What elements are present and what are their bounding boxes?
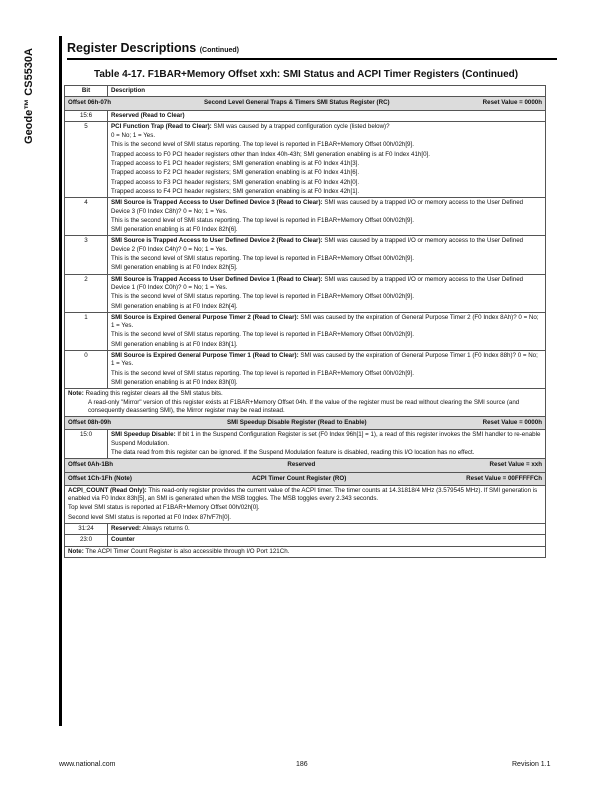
table-row [65,236,546,274]
bit-cell: 4 [65,198,108,236]
side-title: Geode™ CS5530A [23,48,35,144]
footer-revision: Revision 1.1 [512,761,551,768]
register-reset-value: Reset Value = 00FFFFFCh [466,474,542,482]
note-row: Note: The ACPI Timer Count Register is also accessible through I/O Port 121Ch. [65,546,546,557]
bit-cell: 3 [65,236,108,274]
description-cell: SMI Source is Trapped Access to User Defined Device 1 (Read to Clear): SMI was caused by a trapped I/O or memory access to the User Defined Device 1 (F0 Index C0h)? 0 = No; 1 = Yes. This is the second level of SMI status reporting. The top level is reported in F1BAR+Memory Offset 00h/02h[9]. SMI generation enabling is at F0 Index 82h[4]. [108,274,546,312]
description-cell: SMI Source is Trapped Access to User Defined Device 3 (Read to Clear): SMI was caused by a trapped I/O or memory access to the User Defined Device 3 (F0 Index C8h)? 0 = No; 1 = Yes. This is the second level of SMI status reporting. The top level is reported in F1BAR+Memory Offset 00h/02h[9]. SMI generation enabling is at F0 Index 82h[6]. [108,198,546,236]
note-row: Note: Reading this register clears all the SMI status bits. A read-only "Mirror" version of this register exists at F1BAR+Memory Offset 04h. If the value of the register must be read without clearing the SMI source (and consequently deasserting SMI), the Mirror register may be read instead. [65,389,546,417]
register-name: ACPI Timer Count Register (RO) [251,474,347,482]
bit-cell: 23:0 [65,535,108,546]
register-reset-value: Reset Value = xxh [489,461,542,469]
table-row [65,198,546,236]
table-header-row [65,86,546,97]
bit-cell: 15:0 [65,430,108,459]
register-reset-value: Reset Value = 0000h [482,419,542,427]
register-offset: Offset 1Ch-1Fh (Note) [68,474,132,482]
register-offset: Offset 06h-07h [68,99,111,107]
table-title: Table 4-17. F1BAR+Memory Offset xxh: SMI Status and ACPI Timer Registers (Continued) [94,69,519,80]
bit-cell: 5 [65,121,108,197]
description-cell: Reserved: Always returns 0. [108,524,546,535]
description-column-header: Description [108,86,546,97]
bit-column-header: Bit [65,86,108,97]
table-row [65,535,546,546]
register-header-row [65,459,546,472]
register-name: Second Level General Traps & Timers SMI Status Register (RC) [204,99,390,107]
bit-cell: 31:24 [65,524,108,535]
register-header-row [65,97,546,110]
bit-cell: 0 [65,351,108,389]
description-cell: Counter [108,535,546,546]
description-cell: SMI Source is Expired General Purpose Timer 1 (Read to Clear): SMI was caused by the expiration of General Purpose Timer 1 (F0 Index 88h)? 0 = No; 1 = Yes. This is the second level of SMI status reporting. The top level is reported in F1BAR+Memory Offset 00h/02h[9]. SMI generation enabling is at F0 Index 83h[0]. [108,351,546,389]
footer-website: www.national.com [59,761,116,768]
description-cell: Reserved (Read to Clear) [108,110,546,121]
description-cell: SMI Source is Trapped Access to User Defined Device 2 (Read to Clear): SMI was caused by a trapped I/O or memory access to the User Defined Device 2 (F0 Index C4h)? 0 = No; 1 = Yes. This is the second level of SMI status reporting. The top level is reported in F1BAR+Memory Offset 00h/02h[9]. SMI generation enabling is at F0 Index 82h[5]. [108,236,546,274]
bit-cell: 2 [65,274,108,312]
margin-bar [59,36,62,726]
description-cell: PCI Function Trap (Read to Clear): SMI was caused by a trapped configuration cycle (listed below)? 0 = No; 1 = Yes. This is the second level of SMI status reporting. The top level is reported in F1BAR+Memory Offset 00h/02h[9]. Trapped access to F0 PCI header registers other than Index 40h-43h; SMI generation enabling is at F0 Index 41h[0]. Trapped access to F1 PCI header registers; SMI generation enabling is at F0 Index 41h[3]. Trapped access to F2 PCI header registers; SMI generation enabling is at F0 Index 41h[6]. Trapped access to F3 PCI header registers; SMI generation enabling is at F0 Index 42h[0]. Trapped access to F4 PCI header registers; SMI generation enabling is at F0 Index 42h[1]. [108,121,546,197]
page-number: 186 [296,761,308,768]
register-header-row [65,472,546,485]
table-row [65,524,546,535]
register-name: Reserved [287,461,316,469]
register-reset-value: Reset Value = 0000h [482,99,542,107]
table-row [65,351,546,389]
table-row [65,274,546,312]
table-row [65,430,546,459]
table-row [65,312,546,350]
table-row [65,121,546,197]
register-offset: Offset 08h-09h [68,419,111,427]
register-offset: Offset 0Ah-1Bh [68,461,114,469]
description-cell: SMI Speedup Disable: If bit 1 in the Suspend Configuration Register is set (F0 Index 96h[1] = 1), a read of this register invokes the SMI handler to re-enable Suspend Modulation. The data read from this register can be ignored. If the Suspend Modulation feature is disabled, reading this I/O location has no effect. [108,430,546,459]
table-row [65,110,546,121]
bit-cell: 1 [65,312,108,350]
page-title: Register Descriptions (Continued) [67,41,239,55]
register-header-row [65,417,546,430]
acpi-description-row: ACPI_COUNT (Read Only): This read-only register provides the current value of the ACPI timer. The timer counts at 14.31818/4 MHz (3.579545 MHz). If SMI generation is enabled via F0 Index 83h[5], an SMI is generated when the MSB toggles. The MSB toggles every 2.343 seconds. Top level SMI status is reported at F1BAR+Memory Offset 00h/02h[0]. Second level SMI status is reported at F0 Index 87h/F7h[0]. [65,485,546,523]
register-table [64,85,546,558]
description-cell: SMI Source is Expired General Purpose Timer 2 (Read to Clear): SMI was caused by the expiration of General Purpose Timer 2 (F0 Index 8Ah)? 0 = No; 1 = Yes. This is the second level of SMI status reporting. The top level is reported in F1BAR+Memory Offset 00h/02h[9]. SMI generation enabling is at F0 Index 83h[1]. [108,312,546,350]
register-name: SMI Speedup Disable Register (Read to Enable) [227,419,367,427]
bit-cell: 15:6 [65,110,108,121]
title-rule [67,58,557,60]
